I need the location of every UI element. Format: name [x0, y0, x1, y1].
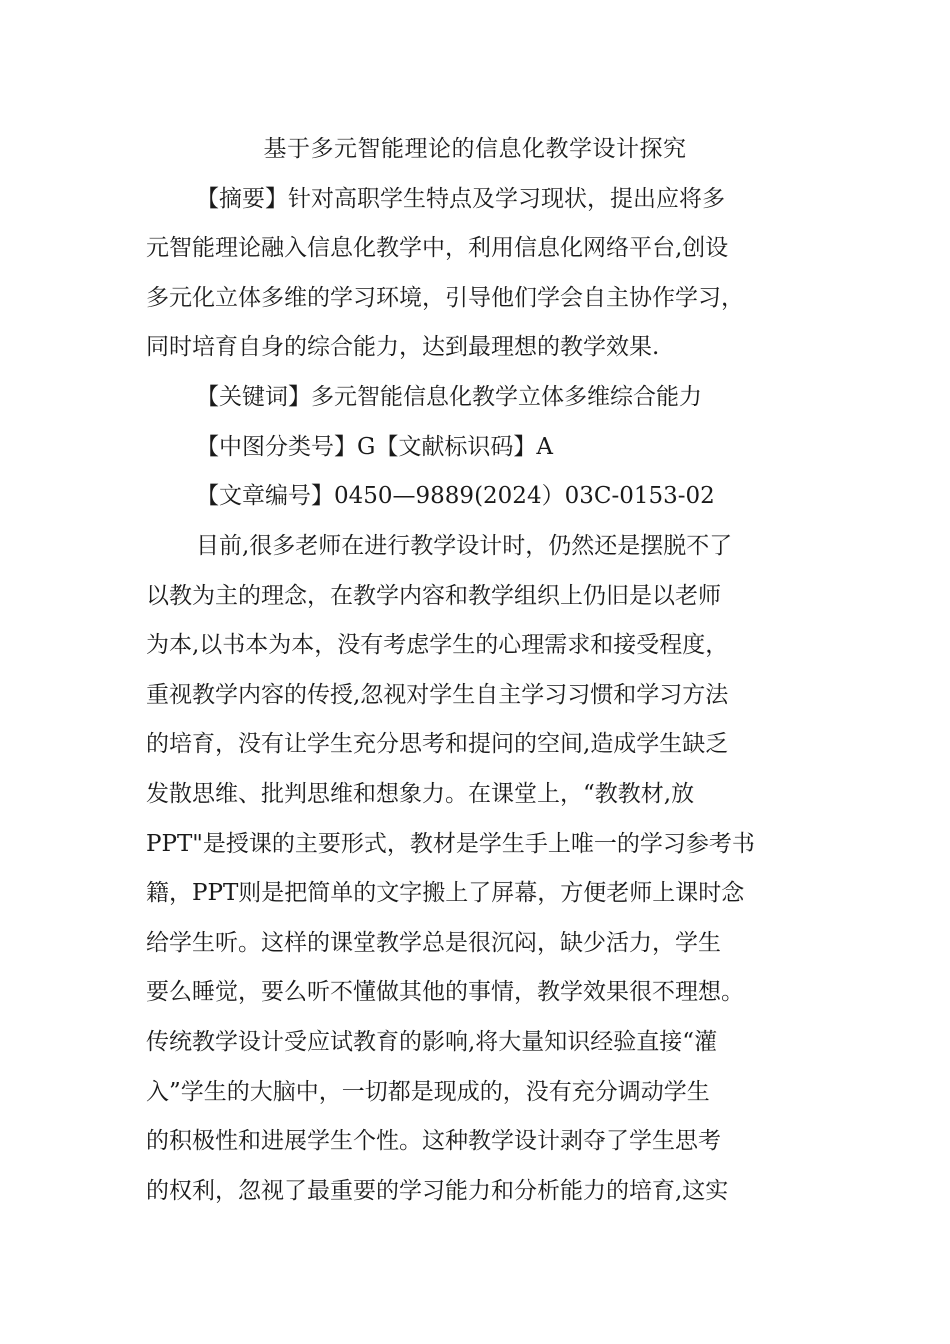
document-title: 基于多元智能理论的信息化教学设计探究: [263, 136, 687, 162]
body-line: 发散思维、批判思维和想象力。在课堂上，“教教材,放: [146, 781, 695, 807]
body-line: 的培育，没有让学生充分思考和提问的空间,造成学生缺乏: [146, 731, 729, 757]
body-line: 入”学生的大脑中，一切都是现成的，没有充分调动学生: [146, 1079, 710, 1105]
body-line: 以教为主的理念，在教学内容和教学组织上仍旧是以老师: [146, 583, 721, 609]
body-line: 籍，PPT则是把简单的文字搬上了屏幕，方便老师上课时念: [146, 880, 745, 906]
body-line: 为本,以书本为本，没有考虑学生的心理需求和接受程度，: [146, 632, 729, 658]
body-line: 要么睡觉，要么听不懂做其他的事情，教学效果很不理想。: [146, 979, 744, 1005]
article-number-line: 【文章编号】0450—9889(2024）03C-0153-02: [196, 483, 715, 509]
abstract-line: 【摘要】针对高职学生特点及学习现状，提出应将多: [196, 186, 725, 212]
body-line: 的权利，忽视了最重要的学习能力和分析能力的培育,这实: [146, 1178, 729, 1204]
body-line: 的积极性和进展学生个性。这种教学设计剥夺了学生思考: [146, 1128, 721, 1154]
body-line: 给学生听。这样的课堂教学总是很沉闷，缺少活力，学生: [146, 930, 721, 956]
body-line: 目前,很多老师在进行教学设计时，仍然还是摆脱不了: [196, 533, 733, 559]
keywords-line: 【关键词】多元智能信息化教学立体多维综合能力: [196, 384, 702, 410]
abstract-line: 多元化立体多维的学习环境，引导他们学会自主协作学习，: [146, 285, 744, 311]
body-line: 传统教学设计受应试教育的影响,将大量知识经验直接“灌: [146, 1029, 718, 1055]
body-line: PPT"是授课的主要形式，教材是学生手上唯一的学习参考书: [146, 831, 755, 857]
abstract-line: 同时培育自身的综合能力，达到最理想的教学效果.: [146, 334, 660, 360]
classification-line: 【中图分类号】G【文献标识码】A: [196, 434, 553, 460]
abstract-line: 元智能理论融入信息化教学中，利用信息化网络平台,创设: [146, 235, 729, 261]
body-line: 重视教学内容的传授,忽视对学生自主学习习惯和学习方法: [146, 682, 729, 708]
